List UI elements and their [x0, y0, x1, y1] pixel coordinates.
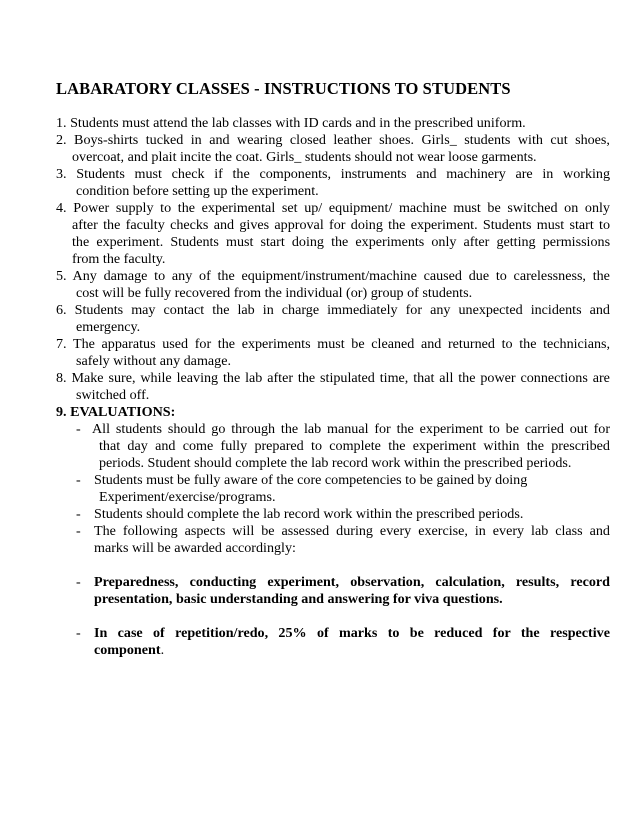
page-title: LABARATORY CLASSES - INSTRUCTIONS TO STUDENTS — [56, 79, 511, 98]
eval-line: The following aspects will be assessed during every exercise, in every lab class and — [94, 523, 610, 539]
dash-bullet: - — [76, 506, 81, 522]
eval-line: Students should complete the lab record work within the prescribed periods. — [94, 506, 524, 522]
eval-line: marks will be awarded accordingly: — [94, 540, 296, 556]
dash-bullet: - — [76, 421, 81, 437]
list-line: the experiment. Students must start doing the experiments only after getting permissions — [72, 234, 611, 250]
list-line: 6. Students may contact the lab in charge immediately for any unexpected incidents and — [56, 302, 610, 318]
list-line: overcoat, and plait incite the coat. Girls_ students should not wear loose garments. — [72, 149, 537, 165]
final-period: . — [160, 642, 165, 658]
list-line: 4. Power supply to the experimental set up/ equipment/ machine must be switched on only — [56, 200, 610, 216]
list-line: after the faculty checks and gives approval for doing the experiment. Students must start to — [72, 217, 611, 233]
eval-line: Experiment/exercise/programs. — [99, 489, 276, 505]
list-line: 2. Boys-shirts tucked in and wearing closed leather shoes. Girls_ students with cut shoes, — [56, 132, 610, 148]
eval-bold-line: In case of repetition/redo, 25% of marks to be reduced for the respective — [94, 625, 610, 641]
list-line: 5. Any damage to any of the equipment/instrument/machine caused due to carelessness, the — [56, 268, 610, 284]
list-line: 3. Students must check if the components, instruments and machinery are in working — [56, 166, 611, 182]
list-line: switched off. — [76, 387, 150, 403]
dash-bullet: - — [76, 523, 81, 539]
eval-final-text: component — [94, 642, 161, 658]
dash-bullet: - — [76, 472, 81, 488]
list-line: 7. The apparatus used for the experiments must be cleaned and returned to the technicians, — [56, 336, 611, 352]
list-line: emergency. — [76, 319, 141, 335]
list-line: from the faculty. — [72, 251, 166, 267]
evaluations-heading: 9. EVALUATIONS: — [56, 404, 176, 420]
eval-line: Students must be fully aware of the core competencies to be gained by doing — [94, 472, 528, 488]
list-line: condition before setting up the experiment. — [76, 183, 319, 199]
dash-bullet: - — [76, 625, 81, 641]
eval-bold-line: Preparedness, conducting experiment, observation, calculation, results, record — [94, 574, 610, 590]
list-line: safely without any damage. — [76, 353, 231, 369]
eval-final-line — [94, 642, 164, 659]
eval-line: periods. Student should complete the lab record work within the prescribed periods. — [99, 455, 572, 471]
dash-bullet: - — [76, 574, 81, 590]
eval-line: that day and come fully prepared to complete the experiment within the prescribed — [99, 438, 610, 454]
eval-bold-line: presentation, basic understanding and answering for viva questions. — [94, 591, 503, 607]
list-line: 8. Make sure, while leaving the lab after the stipulated time, that all the power connections are — [56, 370, 610, 386]
eval-line: All students should go through the lab manual for the experiment to be carried out for — [92, 421, 611, 437]
list-line: cost will be fully recovered from the individual (or) group of students. — [76, 285, 473, 301]
list-line: 1. Students must attend the lab classes with ID cards and in the prescribed uniform. — [56, 115, 526, 131]
